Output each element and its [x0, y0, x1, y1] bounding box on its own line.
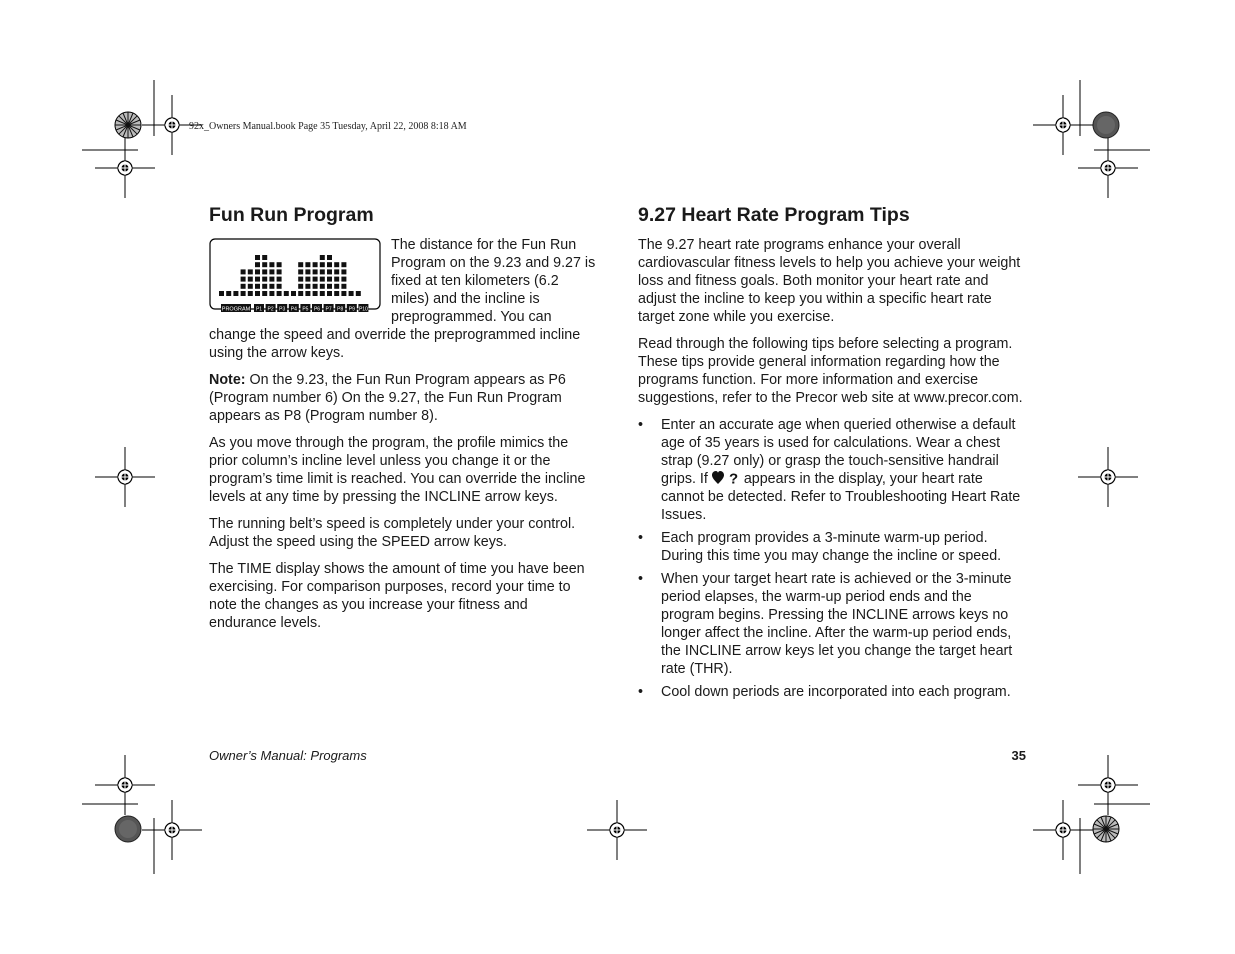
program-tab-label: P2: [267, 306, 274, 313]
profile-cell: [305, 291, 310, 296]
section-title-heart-rate: 9.27 Heart Rate Program Tips: [638, 204, 910, 226]
program-tab-label: P9: [348, 306, 355, 313]
profile-cell: [334, 277, 339, 282]
profile-cell: [262, 277, 267, 282]
program-tab-label: P1: [255, 306, 263, 313]
profile-cell: [241, 284, 246, 289]
profile-cell: [277, 262, 282, 267]
note-label: Note:: [209, 372, 246, 388]
program-tab-label: P4: [290, 306, 297, 313]
tip-2-text: Each program provides a 3-minute warm-up period. During this time you may change the incline or speed.: [661, 530, 1002, 564]
profile-cell: [262, 284, 267, 289]
profile-cell: [255, 277, 260, 282]
profile-cell: [320, 291, 325, 296]
program-tab-label: P6: [313, 306, 321, 313]
profile-cell: [334, 291, 339, 296]
profile-cell: [298, 284, 303, 289]
profile-cell: [320, 284, 325, 289]
profile-cell: [233, 291, 238, 296]
profile-cell: [219, 291, 224, 296]
program-tab-label: P5: [302, 306, 309, 313]
profile-cell: [298, 269, 303, 274]
profile-cell: [269, 284, 274, 289]
profile-cell: [284, 291, 289, 296]
profile-cell: [341, 284, 346, 289]
list-item: [638, 416, 1026, 524]
list-item: [638, 529, 1026, 565]
profile-cell: [269, 291, 274, 296]
profile-cell: [341, 262, 346, 267]
tip-1-text-b: appears in the display, your heart rate cannot be detected. Refer to Troubleshooting Heart Rate Issues.: [661, 471, 1021, 523]
profile-cell: [226, 291, 231, 296]
section-title-fun-run: Fun Run Program: [209, 204, 374, 226]
bullet: •: [638, 571, 644, 587]
profile-cell: [298, 262, 303, 267]
tip-1-text-a: Enter an accurate age when queried otherwise a default age of 35 years is used for calculations. Wear a chest strap (9.27 only) or grasp the touch-sensitive handrail grips. If: [661, 417, 1016, 487]
profile-cell: [262, 262, 267, 267]
profile-cell: [320, 269, 325, 274]
profile-cell: [305, 269, 310, 274]
fun-run-note: [209, 371, 597, 425]
tip-3-text: When your target heart rate is achieved or the 3-minute period elapses, the warm-up period ends and the program begins. Pressing the INCLINE arrows keys no longer affect the incline. After the warm-up period ends, the INCLINE arrow keys let you change the target heart rate (THR).: [661, 571, 1013, 677]
profile-cell: [320, 255, 325, 260]
tip-4-text: Cool down periods are incorporated into each program.: [661, 684, 1011, 700]
bullet: •: [638, 417, 644, 433]
heart-rate-tips-section: [638, 202, 1026, 706]
profile-cell: [327, 291, 332, 296]
profile-cell: [327, 284, 332, 289]
profile-cell: [241, 269, 246, 274]
fun-run-speed-text: The running belt’s speed is completely under your control. Adjust the speed using the SPEED arrow keys.: [209, 516, 576, 550]
heart-rate-intro: The 9.27 heart rate programs enhance your overall cardiovascular fitness levels to help you achieve your weight loss and fitness goals. Both monitor your heart rate and adjust the incline to keep you within a specific heart rate target zone while you exercise.: [638, 237, 1021, 325]
fun-run-profile-display-icon: [209, 238, 381, 320]
profile-cell: [298, 291, 303, 296]
list-item: [638, 683, 1026, 701]
heart-question-icon: [712, 471, 740, 485]
profile-cell: [262, 269, 267, 274]
profile-cell: [356, 291, 361, 296]
svg-text:?: ?: [728, 471, 739, 485]
program-tab-label: P10: [358, 306, 368, 313]
tips-list: [638, 416, 1026, 701]
heart-rate-read-tips: Read through the following tips before selecting a program. These tips provide general information regarding how the programs function. For more information and exercise suggestions, refer to the Precor web site at www.precor.com.: [638, 336, 1023, 406]
profile-cell: [334, 262, 339, 267]
profile-cell: [262, 255, 267, 260]
profile-cell: [320, 277, 325, 282]
profile-cell: [305, 277, 310, 282]
profile-cell: [320, 262, 325, 267]
profile-cell: [241, 277, 246, 282]
list-item: [638, 570, 1026, 678]
profile-cell: [269, 277, 274, 282]
book-slug: 92x_Owners Manual.book Page 35 Tuesday, April 22, 2008 8:18 AM: [189, 121, 467, 132]
profile-cell: [341, 291, 346, 296]
profile-cell: [334, 269, 339, 274]
profile-cell: [277, 277, 282, 282]
profile-cell: [313, 277, 318, 282]
profile-cell: [327, 255, 332, 260]
profile-cell: [313, 269, 318, 274]
profile-cell: [313, 262, 318, 267]
profile-cell: [255, 262, 260, 267]
profile-cell: [255, 291, 260, 296]
profile-cell: [248, 269, 253, 274]
fun-run-time-text: The TIME display shows the amount of time you have been exercising. For comparison purposes, record your time to note the changes as you increase your fitness and endurance levels.: [209, 561, 585, 631]
profile-cell: [248, 284, 253, 289]
fun-run-intro: The distance for the Fun Run Program on the 9.23 and 9.27 is fixed at ten kilometers (6.2 miles) and the incline is preprogrammed. You can change the speed and override the preprogrammed incline using the arrow keys.: [209, 237, 596, 361]
page-number: 35: [1011, 748, 1026, 763]
profile-cell: [277, 291, 282, 296]
profile-cell: [305, 262, 310, 267]
program-tab-label: P8: [337, 306, 344, 313]
program-label: PROGRAM: [221, 306, 251, 313]
footer-section-name: Owner’s Manual: Programs: [209, 748, 367, 763]
fun-run-section: [209, 202, 597, 641]
fun-run-profile-text: As you move through the program, the profile mimics the prior column’s incline level unless you change it or the program’s time limit is reached. You can override the incline levels at any time by pressing the INCLINE arrow keys.: [209, 435, 586, 505]
profile-cell: [255, 255, 260, 260]
bullet: •: [638, 684, 644, 700]
program-tab-label: P3: [279, 306, 286, 313]
profile-cell: [269, 262, 274, 267]
profile-cell: [277, 284, 282, 289]
profile-cell: [341, 269, 346, 274]
profile-cell: [277, 269, 282, 274]
bullet: •: [638, 530, 644, 546]
profile-cell: [341, 277, 346, 282]
profile-cell: [305, 284, 310, 289]
profile-cell: [262, 291, 267, 296]
note-text: On the 9.23, the Fun Run Program appears as P6 (Program number 6) On the 9.27, the Fun Run Program appears as P8 (Program number 8).: [209, 372, 566, 424]
profile-cell: [327, 277, 332, 282]
profile-cell: [241, 291, 246, 296]
profile-cell: [255, 269, 260, 274]
profile-cell: [327, 262, 332, 267]
profile-cell: [269, 269, 274, 274]
profile-cell: [327, 269, 332, 274]
profile-cell: [298, 277, 303, 282]
profile-cell: [349, 291, 354, 296]
profile-cell: [313, 291, 318, 296]
profile-cell: [313, 284, 318, 289]
profile-cell: [291, 291, 296, 296]
program-tab-label: P7: [325, 306, 332, 313]
profile-cell: [248, 291, 253, 296]
profile-cell: [334, 284, 339, 289]
profile-cell: [255, 284, 260, 289]
profile-cell: [248, 277, 253, 282]
